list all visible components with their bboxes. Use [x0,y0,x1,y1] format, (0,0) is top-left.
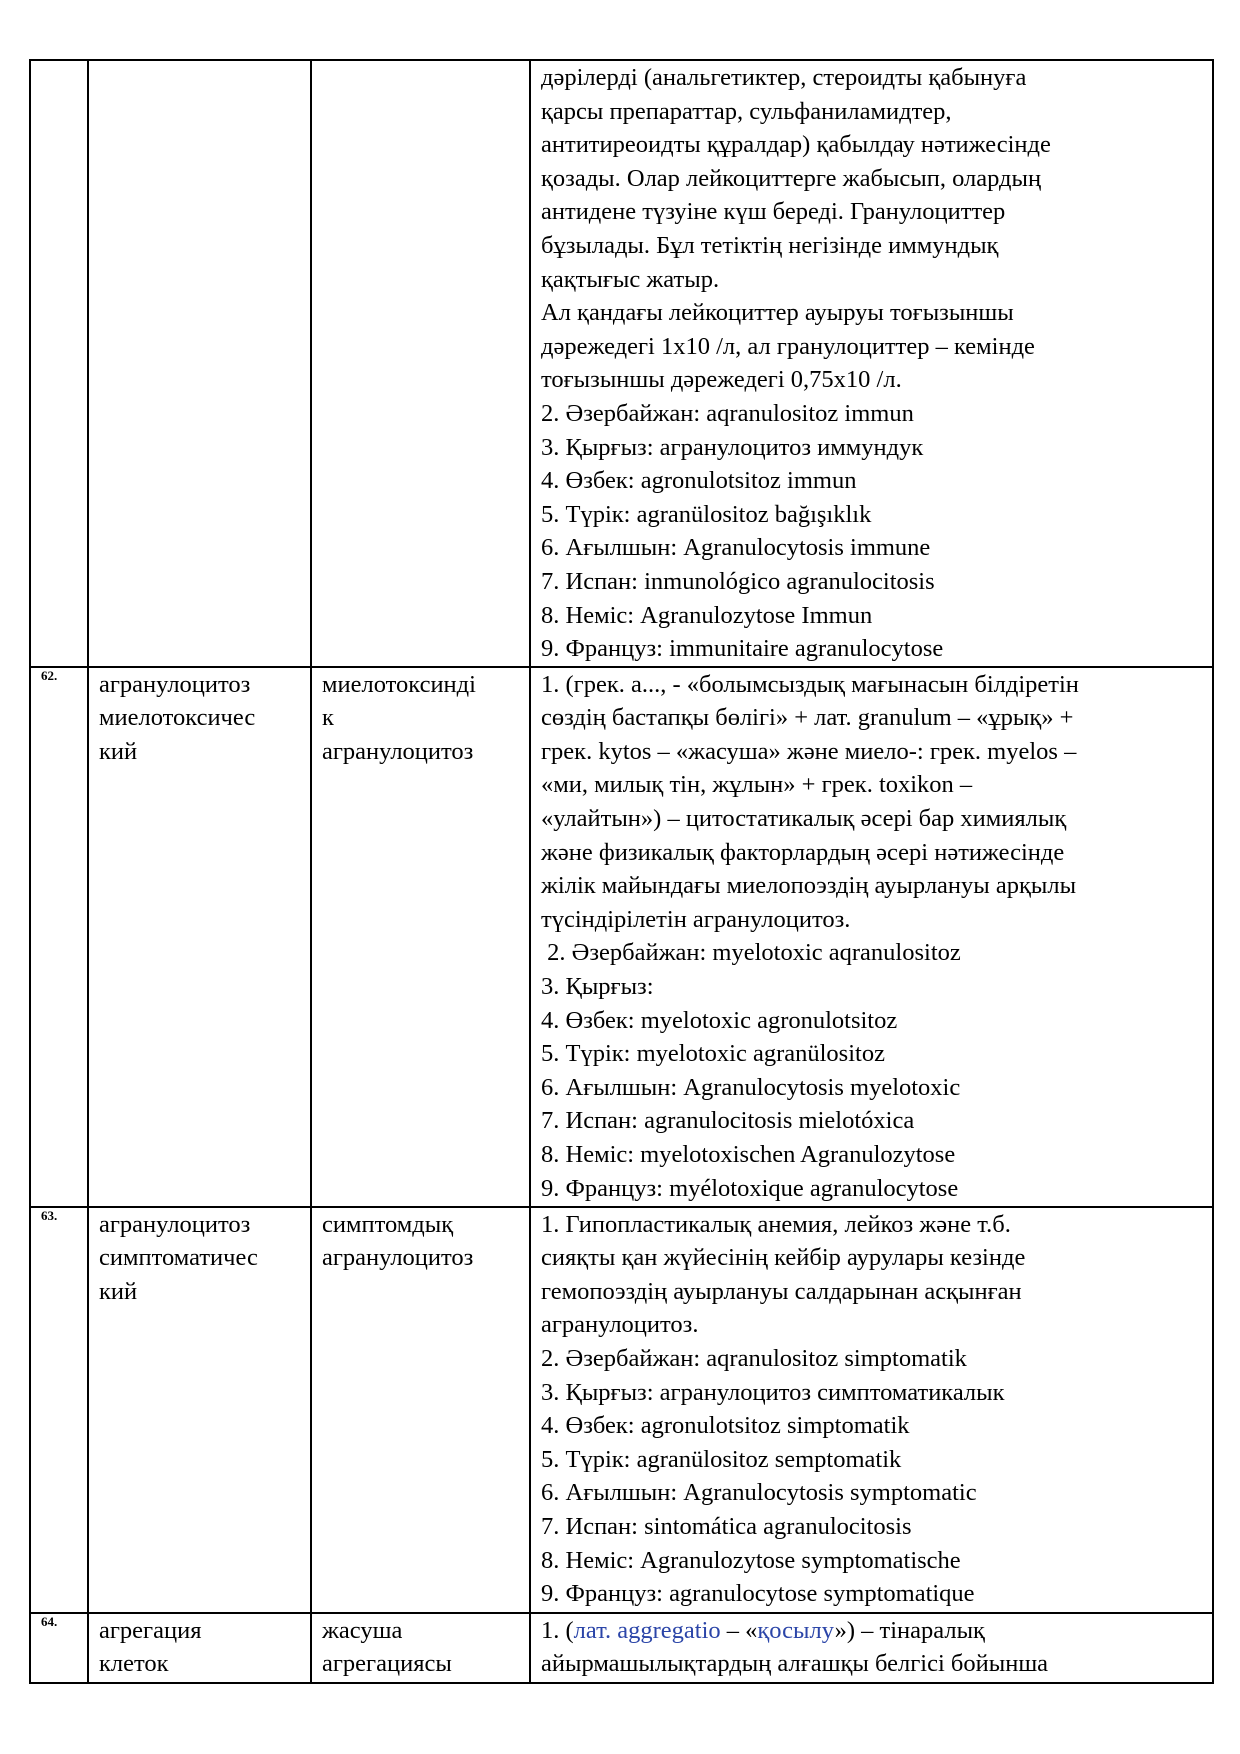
etymology-link[interactable]: лат. aggregatio [573,1616,721,1644]
russian-term-line: симптоматичес [99,1244,258,1272]
russian-term-line: кий [99,1277,138,1305]
definition-cell [530,1207,1213,1613]
translation-french: 9. Француз: immunitaire agranulocytose [541,635,944,663]
table-row [30,60,1213,667]
definition-line: сияқты қан жүйесінің кейбір аурулары кезінде [541,1244,1026,1272]
translation-german: 8. Неміс: Agranulozytose Immun [541,601,873,629]
definition-text: ») – тінаралық [834,1616,985,1644]
kazakh-term-line: к [322,704,334,732]
kazakh-term-line: агранулоцитоз [322,737,474,765]
definition-line: антитиреоидты құралдар) қабылдау нәтижесінде [541,131,1051,159]
definition-line: гемопоэздің ауырлануы салдарынан асқынған [541,1277,1022,1305]
definition-line: айырмашылықтардың алғашқы белгісі бойынша [541,1650,1049,1678]
definition-line: «ми, милық тін, жұлын» + грек. toxikon – [541,771,973,799]
definition-line: қақтығыс жатыр. [541,265,720,293]
translation-turkish: 5. Түрік: myelotoxic agranülositoz [541,1040,885,1068]
definition-line: Ал қандағы лейкоциттер ауыруы тоғызыншы [541,299,1014,327]
kazakh-term-line: жасуша [322,1616,403,1644]
definition-line: «улайтын») – цитостатикалық әсері бар химиялық [541,805,1067,833]
translation-english: 6. Ағылшын: Agranulocytosis immune [541,534,931,562]
definition-text: – « [720,1616,758,1644]
translation-english: 6. Ағылшын: Agranulocytosis myelotoxic [541,1073,961,1101]
definition-line: агранулоцитоз. [541,1311,699,1339]
definition-line: жілік майындағы миелопоэздің ауырлануы арқылы [541,872,1077,900]
translation-azerbaijani: 2. Әзербайжан: myelotoxic aqranulositoz [541,939,961,967]
kazakh-term-line: агранулоцитоз [322,1244,474,1272]
translation-spanish: 7. Испан: inmunológico agranulocitosis [541,567,935,595]
translation-uzbek: 4. Өзбек: agronulotsitoz simptomatik [541,1412,910,1440]
translation-azerbaijani: 2. Әзербайжан: aqranulositoz immun [541,399,914,427]
definition-line: 1. (грек. а..., - «болымсыздық мағынасын білдіретін [541,670,1079,698]
translation-german: 8. Неміс: Agranulozytose symptomatische [541,1546,961,1574]
russian-term-line: агранулоцитоз [99,1210,251,1238]
definition-cell [530,667,1213,1207]
translation-spanish: 7. Испан: agranulocitosis mielotóxica [541,1107,915,1135]
definition-line: бұзылады. Бұл тетіктің негізінде иммундық [541,231,999,259]
translation-uzbek: 4. Өзбек: agronulotsitoz immun [541,467,857,495]
definition-cell [530,60,1213,667]
definition-line: грек. kytos – «жасуша» және миело-: грек. myelos – [541,737,1077,765]
definition-line: сөздің бастапқы бөлігі» + лат. granulum – «ұрық» + [541,704,1074,732]
translation-kyrgyz: 3. Қырғыз: [541,973,654,1001]
definition-line: дәрілерді (анальгетиктер, стероидты қабынуға [541,64,1027,91]
russian-term-line: миелотоксичес [99,704,256,732]
russian-term-line: агранулоцитоз [99,670,251,698]
translation-german: 8. Неміс: myelotoxischen Agranulozytose [541,1141,956,1168]
definition-line [541,1614,1206,1648]
kazakh-term-line: агрегациясы [322,1650,452,1678]
definition-line: қозады. Олар лейкоциттерге жабысып, олардың [541,164,1042,192]
definition-line: тоғызыншы дәрежедегі 0,75х10 /л. [541,366,902,394]
russian-term-line: кий [99,737,138,765]
term-number: 62. [30,667,88,1207]
russian-term [88,1613,311,1683]
kazakh-term-line: миелотоксинді [322,670,476,698]
definition-line: антидене түзуіне күш береді. Гранулоциттер [541,198,1006,226]
translation-english: 6. Ағылшын: Agranulocytosis symptomatic [541,1479,977,1507]
term-number: 64. [30,1613,88,1683]
kazakh-term [311,667,530,1207]
translation-turkish: 5. Түрік: agranülositoz bağışıklık [541,500,872,528]
definition-line: 1. Гипопластикалық анемия, лейкоз және т.б. [541,1210,1011,1238]
russian-term [88,1207,311,1613]
russian-term-line: клеток [99,1650,169,1678]
table-row [30,1207,1213,1613]
term-number [30,60,88,667]
table-row [30,667,1213,1207]
translation-turkish: 5. Түрік: agranülositoz semptomatik [541,1445,902,1473]
definition-line: және физикалық факторлардың әсері нәтижесінде [541,838,1065,866]
translation-french: 9. Француз: myélotoxique agranulocytose [541,1174,959,1202]
translation-azerbaijani: 2. Әзербайжан: aqranulositoz simptomatik [541,1345,967,1373]
definition-line: түсіндірілетін агранулоцитоз. [541,905,851,933]
translation-french: 9. Француз: agranulocytose symptomatique [541,1580,975,1608]
definition-text: 1. ( [541,1616,574,1644]
translation-kyrgyz: 3. Қырғыз: агранулоцитоз симптоматикалык [541,1378,1005,1406]
russian-term [88,667,311,1207]
definition-line: қарсы препараттар, сульфаниламидтер, [541,97,952,125]
definition-cell [530,1613,1213,1683]
translation-kyrgyz: 3. Қырғыз: агранулоцитоз иммундук [541,433,924,461]
kazakh-term [311,60,530,667]
russian-term [88,60,311,667]
table-row [30,1613,1213,1683]
kazakh-term [311,1613,530,1683]
terminology-table [29,59,1214,1684]
kazakh-term [311,1207,530,1613]
russian-term-line: агрегация [99,1616,202,1644]
translation-spanish: 7. Испан: sintomática agranulocitosis [541,1513,912,1541]
translation-uzbek: 4. Өзбек: myelotoxic agronulotsitoz [541,1006,898,1034]
definition-line: дәрежедегі 1х10 /л, ал гранулоциттер – кемінде [541,332,1035,360]
kazakh-term-line: симптомдық [322,1210,454,1238]
term-number: 63. [30,1207,88,1613]
etymology-link[interactable]: қосылу [757,1616,835,1644]
